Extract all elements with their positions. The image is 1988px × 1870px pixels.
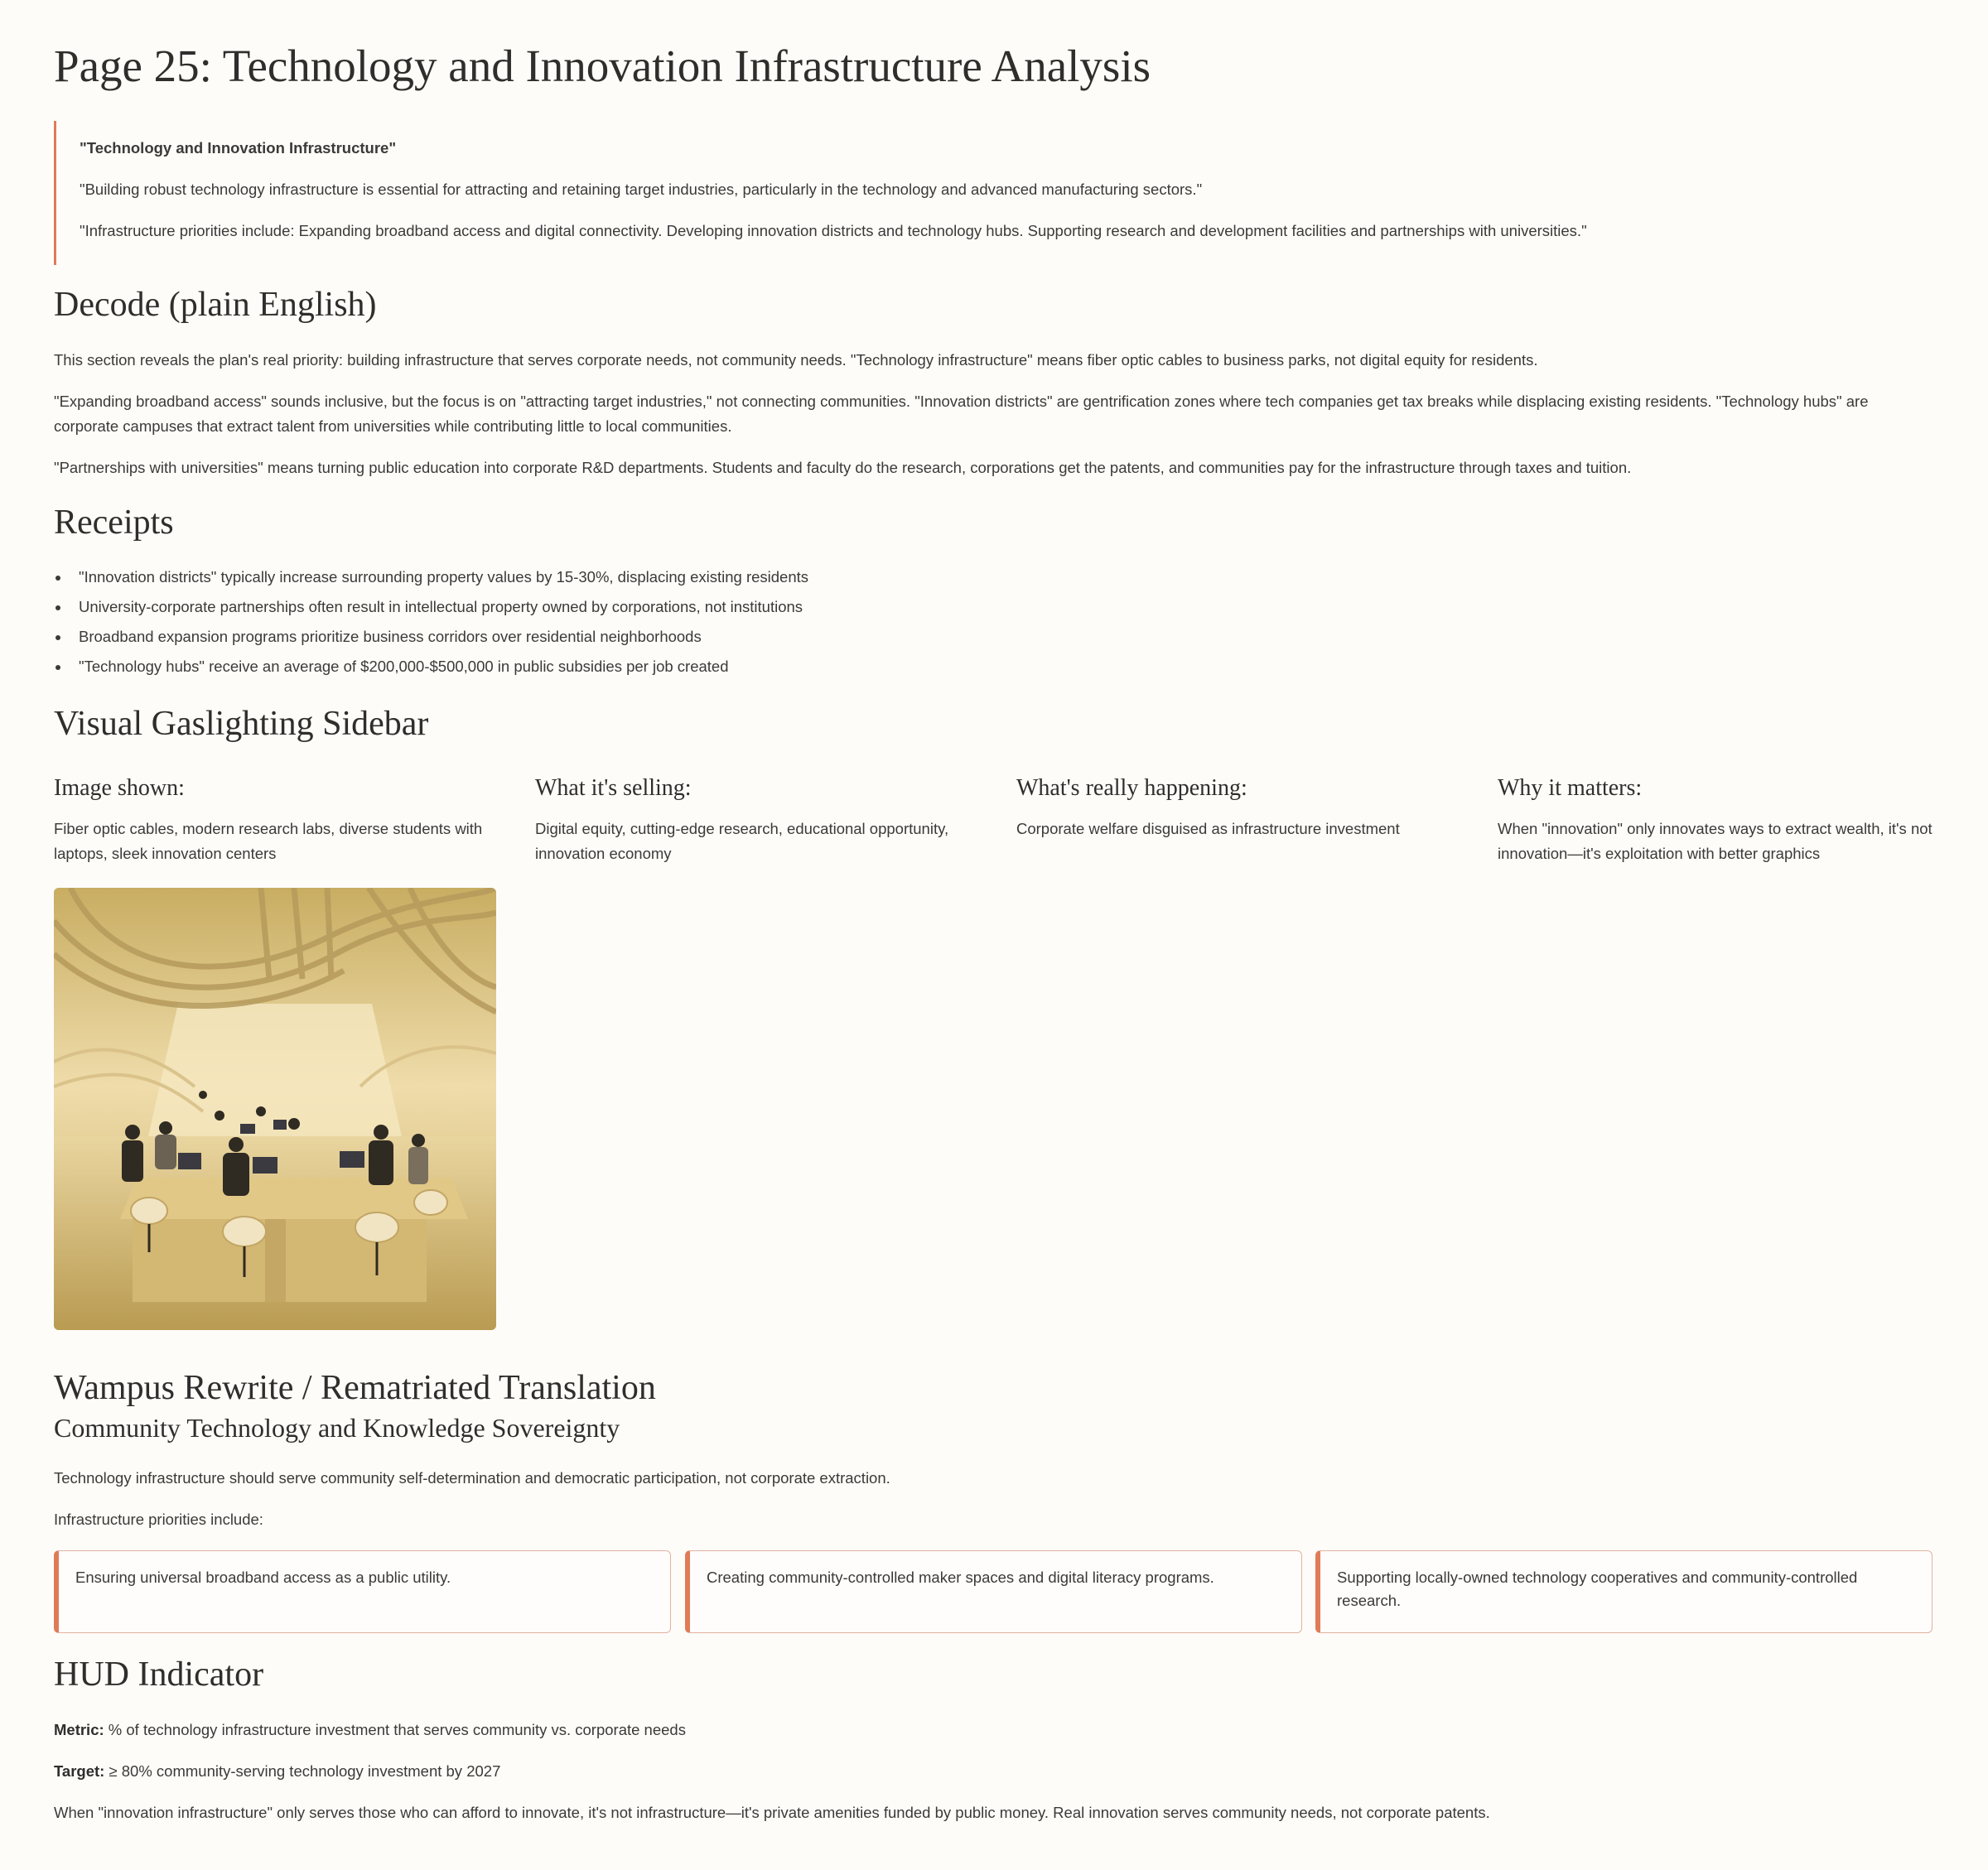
hud-closing: When "innovation infrastructure" only serves those who can afford to innovate, it's not infrastructure—it's private amenities funded by public money. Real innovation serves community needs, not corporate patents.: [54, 1804, 1490, 1821]
quote-title: "Technology and Innovation Infrastructure": [80, 139, 397, 157]
priority-cards: [54, 1550, 1933, 1633]
sidebar-column: [535, 772, 991, 866]
metric-label: Metric:: [54, 1721, 104, 1738]
metric-text: % of technology infrastructure investment that serves community vs. corporate needs: [104, 1721, 686, 1738]
list-item: Broadband expansion programs prioritize business corridors over residential neighborhoods: [79, 624, 1957, 654]
sidebar-column-text: Corporate welfare disguised as infrastructure investment: [1016, 820, 1400, 837]
sidebar-column: [54, 772, 509, 866]
list-item: "Innovation districts" typically increase surrounding property values by 15-30%, displacing existing residents: [79, 565, 1957, 595]
sidebar-column-text: When "innovation" only innovates ways to extract wealth, it's not innovation—it's exploitation with better graphics: [1498, 820, 1933, 862]
page-title: Page 25: Technology and Innovation Infrastructure Analysis: [54, 41, 1151, 91]
quote-line: "Building robust technology infrastructure is essential for attracting and retaining target industries, particularly in the technology and advanced manufacturing sectors.": [80, 181, 1203, 198]
sidebar-column-title: What's really happening:: [1016, 775, 1247, 801]
priority-card: Creating community-controlled maker spaces and digital literacy programs.: [685, 1550, 1302, 1633]
receipts-list: [54, 565, 1957, 684]
sidebar-column-text: Fiber optic cables, modern research labs, diverse students with laptops, sleek innovation centers: [54, 820, 483, 862]
innovation-lab-image: [54, 888, 496, 1330]
list-item: University-corporate partnerships often result in intellectual property owned by corporations, not institutions: [79, 595, 1957, 624]
decode-paragraph: "Expanding broadband access" sounds inclusive, but the focus is on "attracting target industries," not connecting communities. "Innovation districts" are gentrification zones where tech companies get tax breaks while displacing existing residents. "Technology hubs" are corporate campuses that extract talent from universities while contributing little to local communities.: [54, 393, 1869, 435]
sidebar-heading: Visual Gaslighting Sidebar: [54, 705, 429, 743]
sidebar-column-title: What it's selling:: [535, 775, 692, 801]
rewrite-paragraph: Infrastructure priorities include:: [54, 1511, 263, 1528]
hud-target: [54, 1759, 1933, 1784]
receipts-heading: Receipts: [54, 504, 174, 542]
hud-metric: [54, 1718, 1933, 1742]
priority-card: Ensuring universal broadband access as a public utility.: [54, 1550, 671, 1633]
rewrite-subheading: Community Technology and Knowledge Sovereignty: [54, 1413, 620, 1443]
sidebar-column-title: Image shown:: [54, 775, 185, 801]
hud-heading: HUD Indicator: [54, 1656, 264, 1694]
rewrite-paragraph: Technology infrastructure should serve community self-determination and democratic participation, not corporate extraction.: [54, 1469, 890, 1487]
sidebar-column: [1016, 772, 1472, 841]
source-quote: [54, 121, 1933, 265]
decode-paragraph: "Partnerships with universities" means turning public education into corporate R&D departments. Students and faculty do the research, corporations get the patents, and communities pay for the infrastructure through taxes and tuition.: [54, 459, 1632, 476]
sidebar-column-title: Why it matters:: [1498, 775, 1643, 801]
lab-illustration: [54, 888, 496, 1330]
rewrite-heading: Wampus Rewrite / Rematriated Translation: [54, 1369, 656, 1407]
list-item: "Technology hubs" receive an average of $200,000-$500,000 in public subsidies per job created: [79, 654, 1957, 684]
decode-paragraph: This section reveals the plan's real priority: building infrastructure that serves corporate needs, not community needs. "Technology infrastructure" means fiber optic cables to business parks, not digital equity for residents.: [54, 351, 1538, 369]
sidebar-column-text: Digital equity, cutting-edge research, educational opportunity, innovation economy: [535, 820, 949, 862]
priority-card: Supporting locally-owned technology cooperatives and community-controlled research.: [1315, 1550, 1933, 1633]
decode-heading: Decode (plain English): [54, 286, 377, 324]
target-label: Target:: [54, 1762, 105, 1780]
quote-line: "Infrastructure priorities include: Expanding broadband access and digital connectivity. Developing innovation districts and technology hubs. Supporting research and development facilities and partnerships with universities.": [80, 222, 1587, 239]
sidebar-column: [1498, 772, 1953, 866]
target-text: ≥ 80% community-serving technology investment by 2027: [104, 1762, 501, 1780]
